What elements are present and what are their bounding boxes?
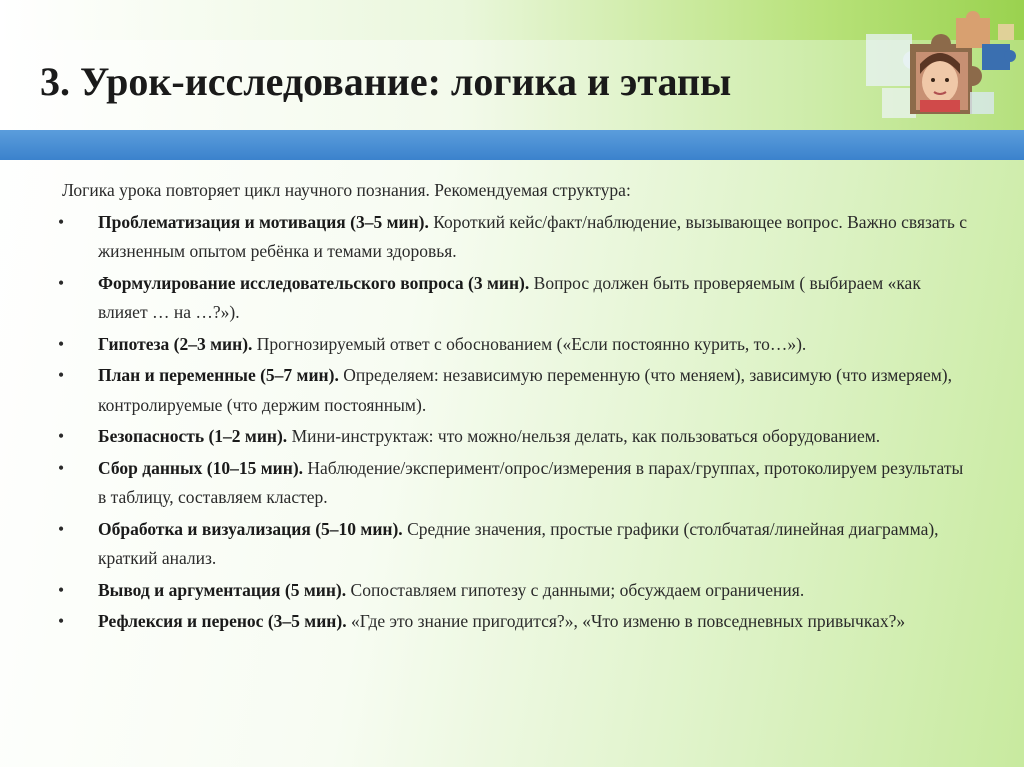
item-heading: Формулирование исследовательского вопроса (3 мин). [98, 272, 530, 293]
stages-list [58, 208, 968, 637]
bullet-icon: • [58, 457, 65, 478]
list-item [58, 454, 968, 513]
title-underline-bar [0, 130, 1024, 160]
item-text: Вопрос должен быть проверяемым ( выбираем «как влияет … на …?»). [98, 272, 921, 322]
item-heading: Обработка и визуализация (5–10 мин). [98, 518, 403, 539]
item-heading: Вывод и аргументация (5 мин). [98, 579, 347, 600]
bullet-icon: • [58, 518, 65, 539]
puzzle-image-icon [860, 4, 1024, 124]
item-heading: Гипотеза (2–3 мин). [98, 333, 253, 354]
bullet-icon: • [58, 333, 65, 354]
item-text: «Где это знание пригодится?», «Что изменю в повседневных привычках?» [346, 611, 906, 631]
list-item [58, 576, 968, 606]
list-item [58, 208, 968, 267]
list-item [58, 330, 968, 360]
item-heading: План и переменные (5–7 мин). [98, 365, 339, 385]
item-text: Средние значения, простые графики (столбчатая/линейная диаграмма), краткий анализ. [98, 518, 939, 568]
bullet-icon: • [58, 272, 65, 293]
item-text: Сопоставляем гипотезу с данными; обсуждаем ограничения. [346, 579, 805, 600]
item-heading: Рефлексия и перенос (3–5 мин). [98, 611, 347, 631]
item-text: Определяем: независимую переменную (что меняем), зависимую (что измеряем), контролируемые (что держим постоянным). [98, 365, 952, 415]
bullet-icon: • [58, 426, 65, 446]
list-item [58, 422, 968, 452]
bullet-icon: • [58, 611, 65, 631]
slide-body [58, 176, 968, 637]
item-text: Прогнозируемый ответ с обоснованием («Если постоянно курить, то…»). [252, 333, 807, 354]
item-heading: Безопасность (1–2 мин). [98, 426, 288, 446]
bullet-icon: • [58, 211, 65, 232]
item-heading: Сбор данных (10–15 мин). [98, 457, 304, 478]
bullet-icon: • [58, 365, 65, 385]
list-item [58, 361, 968, 420]
item-heading: Проблематизация и мотивация (3–5 мин). [98, 211, 429, 232]
list-item [58, 269, 968, 328]
bullet-icon: • [58, 579, 65, 600]
list-item [58, 515, 968, 574]
list-item [58, 607, 968, 637]
item-text: Короткий кейс/факт/наблюдение, вызывающее вопрос. Важно связать с жизненным опытом ребёнка и темами здоровья. [98, 211, 967, 261]
intro-text: Логика урока повторяет цикл научного познания. Рекомендуемая структура: [62, 180, 631, 200]
slide-title: 3. Урок-исследование: логика и этапы [40, 59, 732, 104]
item-text: Мини-инструктаж: что можно/нельзя делать, как пользоваться оборудованием. [287, 426, 881, 446]
item-text: Наблюдение/эксперимент/опрос/измерения в парах/группах, протоколируем результаты в таблицу, составляем кластер. [98, 457, 964, 507]
